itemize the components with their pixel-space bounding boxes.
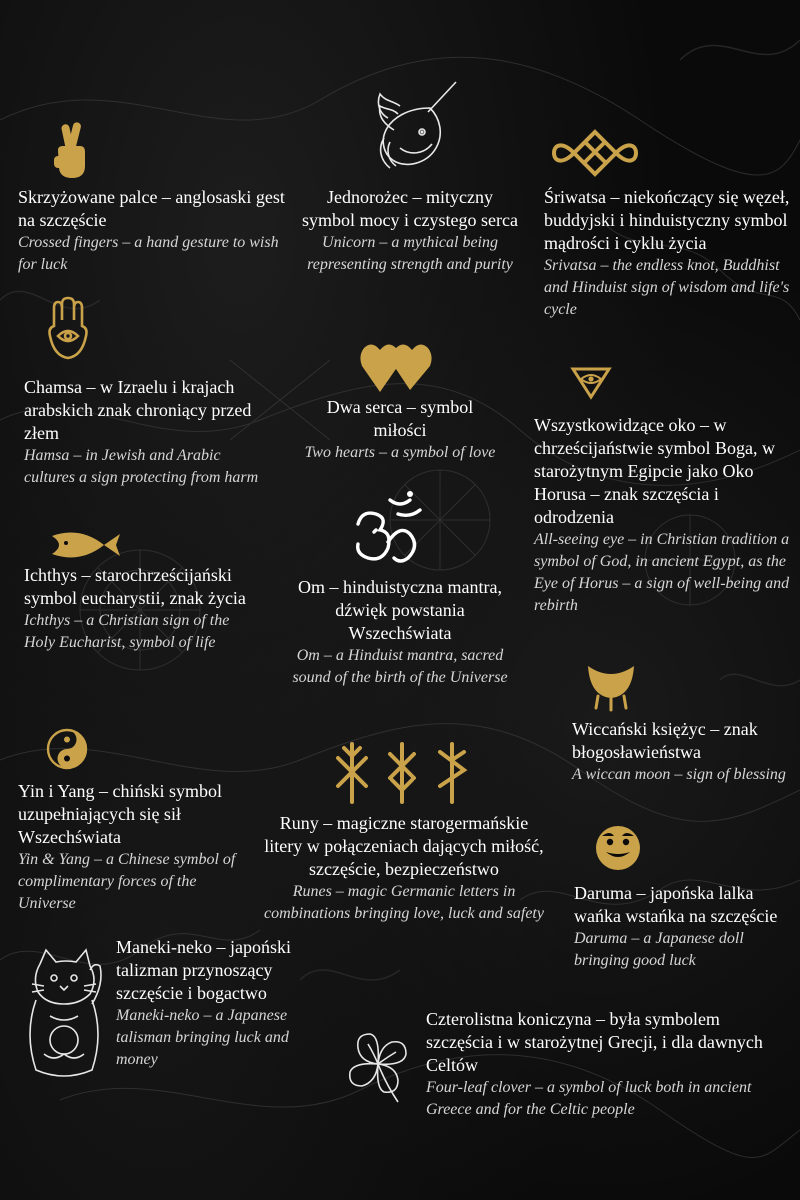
ichthys-title: Ichthys – starochrześcijański symbol eucharystii, znak życia bbox=[24, 565, 246, 608]
runes-caption: Runes – magic Germanic letters in combinations bringing love, luck and safety bbox=[264, 883, 544, 922]
daruma-item bbox=[574, 882, 792, 972]
yin-yang-item bbox=[18, 780, 258, 915]
two-hearts-item bbox=[300, 396, 500, 464]
maneki-neko-title: Maneki-neko – japoński talizman przynoszący szczęście i bogactwo bbox=[116, 937, 291, 1003]
ichthys-item bbox=[24, 564, 260, 654]
unicorn-title: Jednorożec – mityczny symbol mocy i czystego serca bbox=[302, 187, 518, 230]
two-hearts-icon bbox=[358, 336, 434, 394]
all-seeing-eye-item bbox=[534, 414, 790, 617]
yin-yang-caption: Yin & Yang – a Chinese symbol of complimentary forces of the Universe bbox=[18, 851, 236, 912]
daruma-title: Daruma – japońska lalka wańka wstańka na szczęście bbox=[574, 883, 778, 926]
all-seeing-eye-title: Wszystkowidzące oko – w chrześcijaństwie symbol Boga, w starożytnym Egipcie jako Oko Horusa – znak szczęścia i odrodzenia bbox=[534, 415, 775, 527]
two-hearts-caption: Two hearts – a symbol of love bbox=[304, 444, 496, 461]
crossed-fingers-title: Skrzyżowane palce – anglosaski gest na szczęście bbox=[18, 187, 285, 230]
om-icon bbox=[348, 488, 432, 572]
runes-icon bbox=[332, 740, 472, 806]
unicorn-caption: Unicorn – a mythical being representing strength and purity bbox=[307, 234, 513, 273]
srivatsa-title: Śriwatsa – niekończący się węzeł, buddyjski i hinduistyczny symbol mądrości i cyklu życia bbox=[544, 187, 790, 253]
srivatsa-caption: Srivatsa – the endless knot, Buddhist and Hinduist sign of wisdom and life's cycle bbox=[544, 257, 790, 318]
clover-caption: Four-leaf clover – a symbol of luck both in ancient Greece and for the Celtic people bbox=[426, 1079, 752, 1118]
endless-knot-icon bbox=[552, 128, 638, 178]
unicorn-icon bbox=[370, 78, 460, 174]
all-seeing-eye-icon bbox=[570, 366, 612, 400]
maneki-neko-item bbox=[116, 936, 322, 1071]
crossed-fingers-caption: Crossed fingers – a hand gesture to wish for luck bbox=[18, 234, 279, 273]
crossed-fingers-item bbox=[18, 186, 288, 276]
srivatsa-item bbox=[544, 186, 790, 321]
daruma-caption: Daruma – a Japanese doll bringing good luck bbox=[574, 930, 744, 969]
yin-yang-title: Yin i Yang – chiński symbol uzupełniających się sił Wszechświata bbox=[18, 781, 223, 847]
maneki-neko-cat-icon bbox=[14, 944, 110, 1084]
maneki-neko-caption: Maneki-neko – a Japanese talisman bringing luck and money bbox=[116, 1007, 289, 1068]
runes-item bbox=[262, 812, 546, 925]
ichthys-caption: Ichthys – a Christian sign of the Holy Eucharist, symbol of life bbox=[24, 612, 230, 651]
wiccan-moon-title: Wiccański księżyc – znak błogosławieństwa bbox=[572, 719, 758, 762]
om-caption: Om – a Hinduist mantra, sacred sound of the birth of the Universe bbox=[292, 647, 508, 686]
four-leaf-clover-icon bbox=[340, 1026, 416, 1106]
unicorn-item bbox=[300, 186, 520, 276]
wiccan-moon-item bbox=[572, 718, 792, 786]
crescent-moon-icon bbox=[586, 660, 636, 712]
clover-item bbox=[426, 1008, 774, 1121]
all-seeing-eye-caption: All-seeing eye – in Christian tradition a symbol of God, in ancient Egypt, as the Eye of Horus – a sign of well-being and rebirth bbox=[534, 531, 790, 614]
hamsa-title: Chamsa – w Izraelu i krajach arabskich znak chroniący przed złem bbox=[24, 377, 252, 443]
om-item bbox=[290, 576, 510, 689]
crossed-fingers-icon bbox=[52, 120, 90, 182]
daruma-doll-icon bbox=[594, 824, 642, 872]
hamsa-caption: Hamsa – in Jewish and Arabic cultures a sign protecting from harm bbox=[24, 447, 259, 486]
clover-title: Czterolistna koniczyna – była symbolem szczęścia i w starożytnej Grecji, i dla dawnych Celtów bbox=[426, 1009, 763, 1075]
hamsa-item bbox=[24, 376, 260, 489]
yin-yang-icon bbox=[46, 728, 88, 770]
wiccan-moon-caption: A wiccan moon – sign of blessing bbox=[572, 766, 786, 783]
two-hearts-title: Dwa serca – symbol miłości bbox=[326, 397, 474, 440]
hamsa-icon bbox=[46, 296, 90, 364]
om-title: Om – hinduistyczna mantra, dźwięk powstania Wszechświata bbox=[298, 577, 502, 643]
runes-title: Runy – magiczne starogermańskie litery w połączeniach dających miłość, szczęście, bezpieczeństwo bbox=[264, 813, 544, 879]
ichthys-fish-icon bbox=[50, 530, 122, 560]
